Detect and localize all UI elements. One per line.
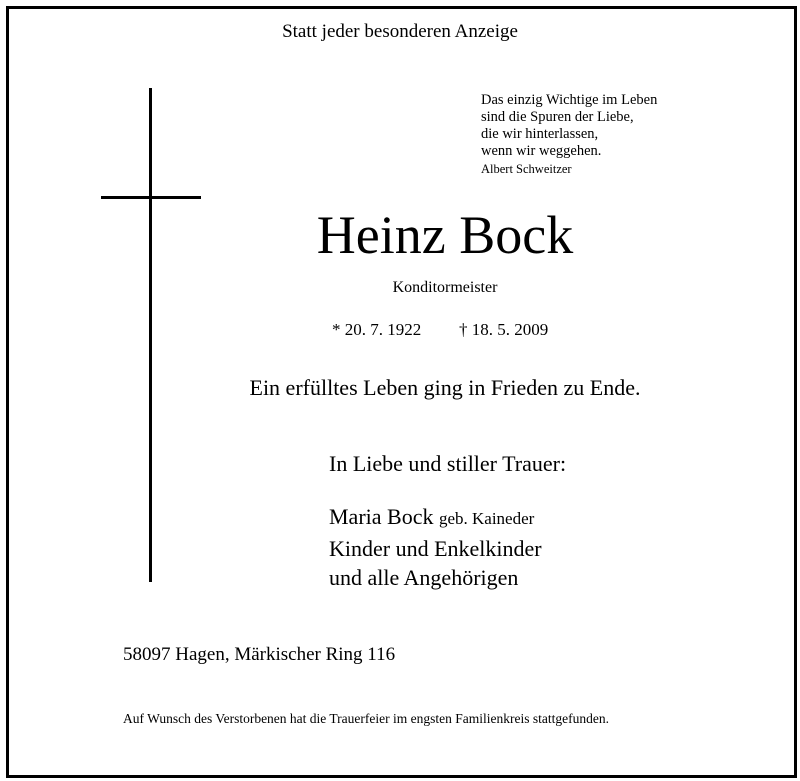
mourner-children: Kinder und Enkelkinder: [329, 536, 542, 561]
footer-note: Auf Wunsch des Verstorbenen hat die Trauerfeier im engsten Familienkreis stattgefunden.: [123, 711, 609, 726]
mourner-spouse-nee: geb. Kaineder: [438, 509, 535, 528]
quote-line: wenn wir weggehen.: [481, 143, 602, 159]
cross-icon-bar: [101, 196, 201, 199]
notice-header: Statt jeder besonderen Anzeige: [282, 21, 518, 42]
quote-block: [481, 92, 657, 160]
motto-line: Ein erfülltes Leben ging in Frieden zu Ende.: [249, 375, 641, 400]
mourner-spouse: [329, 506, 534, 528]
family-address: 58097 Hagen, Märkischer Ring 116: [123, 644, 396, 665]
deceased-profession: Konditormeister: [392, 279, 498, 296]
quote-line: die wir hinterlassen,: [481, 126, 599, 142]
deceased-name: Heinz Bock: [316, 205, 574, 265]
birth-date: * 20. 7. 1922: [332, 320, 422, 339]
quote-line: sind die Spuren der Liebe,: [481, 109, 634, 125]
death-date: † 18. 5. 2009: [459, 320, 549, 339]
quote-line: Das einzig Wichtige im Leben: [481, 92, 658, 108]
mourner-relatives: und alle Angehörigen: [329, 565, 519, 590]
quote-author: Albert Schweitzer: [481, 162, 572, 176]
mourner-spouse-name: Maria Bock: [329, 504, 434, 529]
cross-icon: [149, 88, 152, 582]
mourning-intro: In Liebe und stiller Trauer:: [329, 451, 567, 476]
